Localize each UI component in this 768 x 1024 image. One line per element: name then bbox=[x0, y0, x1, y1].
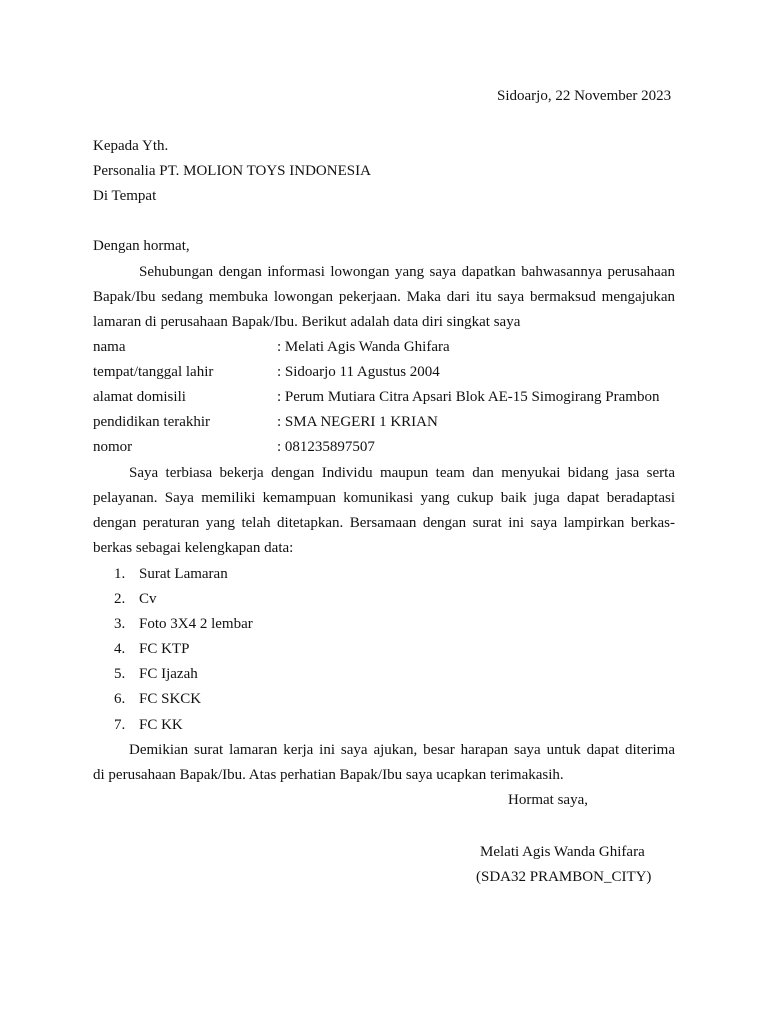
data-label: nomor bbox=[93, 439, 133, 455]
greeting: Dengan hormat, bbox=[93, 238, 190, 254]
body-line-1: Saya terbiasa bekerja dengan Individu maupun team dan menyukai bidang jasa serta bbox=[129, 465, 675, 481]
data-value: : Melati Agis Wanda Ghifara bbox=[277, 339, 450, 355]
recipient-line-1: Kepada Yth. bbox=[93, 138, 169, 154]
data-value: : Sidoarjo 11 Agustus 2004 bbox=[277, 364, 440, 380]
list-item: FC SKCK bbox=[139, 691, 202, 707]
signature-note: (SDA32 PRAMBON_CITY) bbox=[476, 869, 652, 885]
data-label: tempat/tanggal lahir bbox=[93, 364, 214, 380]
intro-line-2: Bapak/Ibu sedang membuka lowongan pekerjaan. Maka dari itu saya bermaksud mengajukan bbox=[93, 289, 675, 305]
data-label: alamat domisili bbox=[93, 389, 186, 405]
body-line-4: berkas sebagai kelengkapan data: bbox=[93, 540, 294, 556]
intro-line-3: lamaran di perusahaan Bapak/Ibu. Berikut adalah data diri singkat saya bbox=[93, 314, 521, 330]
closing-line-1: Demikian surat lamaran kerja ini saya ajukan, besar harapan saya untuk dapat diterima bbox=[129, 742, 675, 758]
place-date: Sidoarjo, 22 November 2023 bbox=[497, 88, 672, 104]
recipient-line-2: Personalia PT. MOLION TOYS INDONESIA bbox=[93, 163, 371, 179]
list-number: 6. bbox=[114, 691, 126, 707]
body-line-2: pelayanan. Saya memiliki kemampuan komunikasi yang cukup baik juga dapat beradaptasi bbox=[93, 490, 675, 506]
data-label: pendidikan terakhir bbox=[93, 414, 211, 430]
list-item: FC Ijazah bbox=[139, 666, 198, 682]
list-item: Foto 3X4 2 lembar bbox=[139, 616, 253, 632]
data-value: : SMA NEGERI 1 KRIAN bbox=[277, 414, 438, 430]
list-item: Surat Lamaran bbox=[139, 566, 228, 582]
list-item: FC KK bbox=[139, 717, 183, 733]
list-number: 1. bbox=[114, 566, 126, 582]
data-value: : Perum Mutiara Citra Apsari Blok AE-15 Simogirang Prambon bbox=[277, 389, 660, 405]
list-number: 7. bbox=[114, 717, 126, 733]
list-item: FC KTP bbox=[139, 641, 190, 657]
data-label: nama bbox=[93, 339, 126, 355]
regards: Hormat saya, bbox=[508, 792, 588, 808]
list-number: 2. bbox=[114, 591, 126, 607]
list-item: Cv bbox=[139, 591, 157, 607]
data-value: : 081235897507 bbox=[277, 439, 375, 455]
list-number: 3. bbox=[114, 616, 126, 632]
list-number: 4. bbox=[114, 641, 126, 657]
recipient-line-3: Di Tempat bbox=[93, 188, 157, 204]
body-line-3: dengan peraturan yang telah ditetapkan. Bersamaan dengan surat ini saya lampirkan berkas- bbox=[93, 515, 675, 531]
signature-name: Melati Agis Wanda Ghifara bbox=[480, 844, 645, 860]
closing-line-2: di perusahaan Bapak/Ibu. Atas perhatian Bapak/Ibu saya ucapkan terimakasih. bbox=[93, 767, 564, 783]
list-number: 5. bbox=[114, 666, 126, 682]
intro-line-1: Sehubungan dengan informasi lowongan yang saya dapatkan bahwasannya perusahaan bbox=[139, 264, 675, 280]
